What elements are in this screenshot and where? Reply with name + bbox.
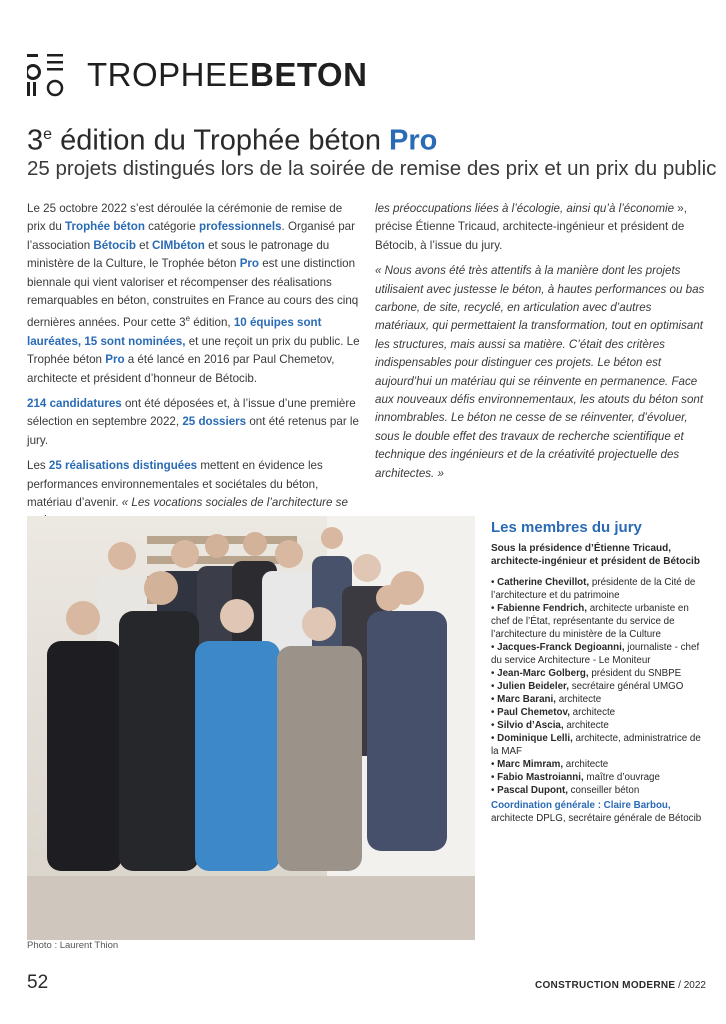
text-run: et [135,238,153,252]
jury-member-role: architecte [563,759,609,771]
text-run: a été lancé en 2016 par Paul Chemetov, architecte et président d’honneur de Bétocib. [27,353,335,385]
bullet-icon: • [491,603,498,615]
text-run: et une reçoit un prix du public. Le Trophée béton [27,334,360,367]
jury-members-list [491,576,709,797]
bullet-icon: • [491,707,498,719]
article-subtitle: 25 projets distingués lors de la soirée de remise des prix et un prix du public [27,157,717,180]
jury-group-photo [27,516,475,940]
bullet-icon: • [491,681,498,693]
jury-member-role: présidente de la Cité de l’architecture et du patrimoine [491,577,696,602]
article-title [27,118,437,158]
jury-sidebar [491,518,709,825]
title-number: 3 [27,124,44,157]
jury-member-name: Fabio Mastroianni, [497,772,584,784]
title-text: édition du Trophée béton [52,124,390,157]
text-run: ont été retenus par le jury. [27,415,359,447]
text-column-left [27,200,361,538]
jury-member-name: Silvio d’Ascia, [497,720,564,732]
text-run: Pro [239,257,260,271]
jury-member-name: Pascal Dupont, [497,785,568,797]
jury-coordination [491,799,709,825]
jury-member-role: président du SNBPE [588,668,682,680]
jury-member-name: Dominique Lelli, [497,733,573,745]
magazine-footer [535,980,706,991]
jury-member [491,680,709,693]
logo-word-beton: BETON [250,56,368,93]
logo-wordmark [87,58,367,92]
jury-member [491,641,709,667]
jury-member [491,758,709,771]
text-run: . Organisé par l’association [27,220,355,252]
text-run: catégorie [144,220,200,234]
jury-presidency: Sous la présidence d’Étienne Tricaud, architecte-ingénieur et président de Bétocib [491,543,700,568]
jury-member [491,667,709,680]
text-run: Le 25 octobre 2022 s’est déroulée la cérémonie de remise de prix du [27,202,343,234]
jury-member [491,693,709,706]
text-run: 25 réalisations distinguées [48,459,198,473]
text-run: ont été déposées et, à l’issue d’une première sélection en septembre 2022, [27,396,356,429]
text-run: e [185,314,191,324]
jury-member-role: architecte [563,720,609,732]
jury-member [491,719,709,732]
jury-heading: Les membres du jury [491,519,642,536]
trophee-beton-logo [27,52,368,98]
jury-member-name: Catherine Chevillot, [497,577,590,589]
jury-member-name: Jean-Marc Golberg, [497,668,589,680]
jury-member-role: architecte, administratrice de la MAF [491,733,701,758]
jury-member-role: architecte [569,707,616,719]
bullet-icon: • [491,720,498,732]
coordination-text: architecte DPLG, secrétaire générale de Bétocib [491,813,702,825]
jury-member-role: architecte [555,694,602,706]
bullet-icon: • [491,759,498,771]
text-run: les préoccupations liées à l’écologie, ainsi qu’à l’économie [375,202,675,215]
text-run: Bétocib [93,238,136,252]
text-run: et sous le patronage du ministère de la Culture, le Trophée béton [27,238,330,271]
text-run: CIMbéton [152,238,205,252]
text-run: Les [27,459,49,473]
text-run: 25 dossiers [182,415,247,429]
text-run: édition, [190,316,234,330]
bullet-icon: • [491,694,498,706]
bullet-icon: • [491,668,498,680]
jury-member-role: maître d’ouvrage [583,772,660,784]
magazine-name: CONSTRUCTION MODERNE [534,980,676,991]
jury-member-name: Marc Barani, [497,694,556,706]
jury-member [491,784,709,797]
jury-member-name: Julien Beideler, [497,681,570,693]
jury-member-role: architecte urbaniste en chef de l’État, représentante du service de l’architecture du ministère de la Culture [491,603,689,641]
jury-member-name: Fabienne Fendrich, [497,603,587,615]
jury-member-name: Paul Chemetov, [497,707,570,719]
title-pro: Pro [389,124,438,157]
jury-member-role: conseiller béton [567,785,640,797]
magazine-year: / 2022 [675,980,706,991]
jury-member [491,576,709,602]
page-number: 52 [27,972,49,993]
text-run: mettent en évidence les performances environnementales et sociétales du béton, matériau d’avenir. [27,459,323,509]
text-run: « Les vocations sociales de l’architecture se [121,495,348,509]
jury-member [491,706,709,719]
bullet-icon: • [491,772,498,784]
coordination-label: Coordination générale : Claire Barbou, [491,800,671,812]
jury-member-role: secrétaire général UMGO [569,681,684,693]
text-run: 214 candidatures [27,396,122,410]
jury-member-role: journaliste - chef du service Architecture - Le Moniteur [491,642,700,667]
text-column-right [375,200,706,490]
paragraph-quote: « Nous avons été très attentifs à la manière dont les projets utilisaient avec justesse le béton, à hautes performances ou bas carbone, de site, recyclé, en articulation avec d’autres matériaux, qui permettaient la transformation, tout en optimisant les structures, mais aussi sa matière. C’était des critères indispensables pour distinguer ces projets. Le béton est aujourd’hui un matériau qui se réinvente en permanence. Face aux nouveaux défis environnementaux, les atouts du béton sont innombrables. Le béton ne cesse de se réinventer, d’évoluer, sous le double effet des travaux de recherche scientifique et technique des ingénieurs et de la créativité projectuelle des architectes. » [375,264,705,480]
title-ordinal: e [43,126,53,143]
text-run: Pro [105,353,125,367]
jury-member-name: Marc Mimram, [497,759,564,771]
jury-member-name: Jacques-Franck Degioanni, [497,642,625,654]
bullet-icon: • [491,733,498,745]
bullet-icon: • [491,577,498,589]
logo-mark-icon [27,52,79,98]
text-run: 10 équipes sont lauréates, 15 sont nominées, [27,316,322,348]
bullet-icon: • [491,785,498,797]
jury-member [491,602,709,641]
paragraph-intro [27,200,361,388]
jury-member [491,732,709,758]
photo-credit: Photo : Laurent Thion [27,940,119,951]
bullet-icon: • [491,642,498,654]
text-run: est une distinction biennale qui vient valoriser et récompenser des réalisations remarquables en béton, construites en France au cours des cinq dernières années. Pour cette 3 [27,257,359,330]
text-run: », précise Étienne Tricaud, architecte-ingénieur et président de Bétocib, à l’issue du jury. [375,202,687,252]
text-run: professionnels [199,220,282,234]
paragraph-quote-end [375,200,706,255]
logo-word-trophee: TROPHEE [87,56,251,93]
paragraph-candidatures [27,395,361,450]
jury-member [491,771,709,784]
text-run: Trophée béton [65,220,145,234]
